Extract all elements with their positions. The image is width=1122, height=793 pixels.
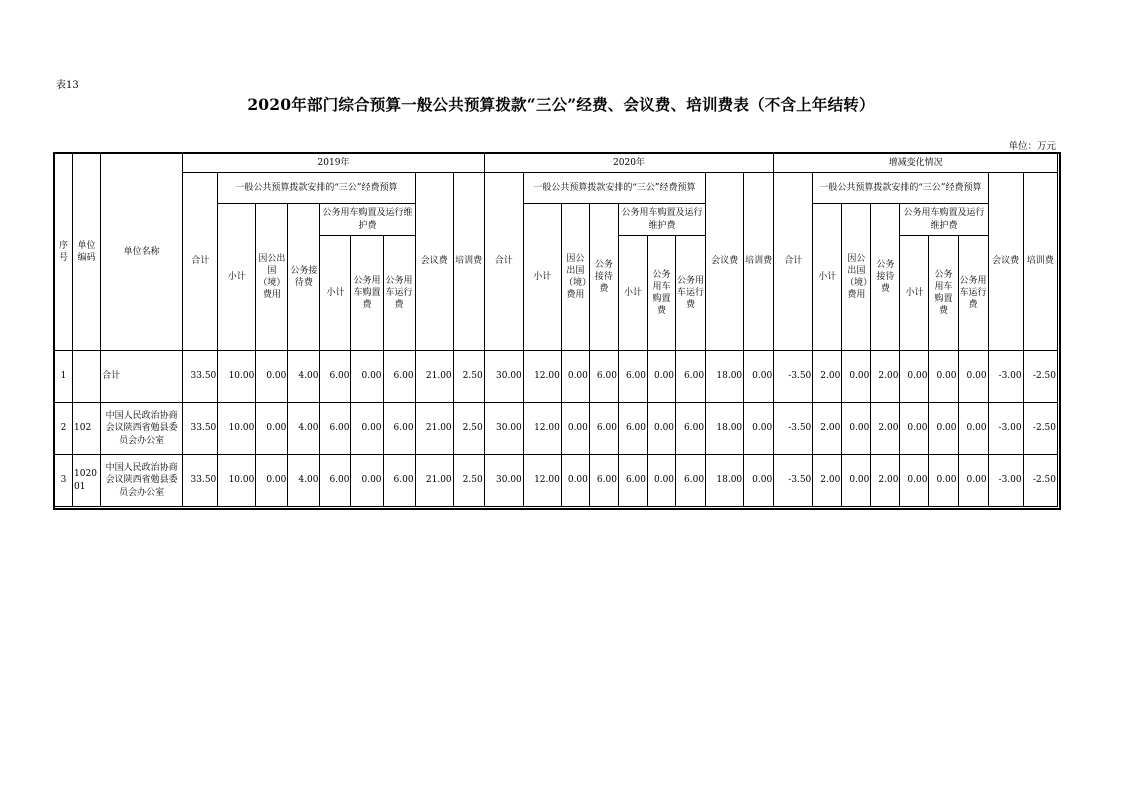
row-value: -3.00 [988,403,1023,455]
row-value: 2.00 [871,351,900,403]
row-value: 0.00 [744,403,774,455]
row-value: 0.00 [256,351,288,403]
row-value: -3.50 [774,455,813,507]
row-value: 0.00 [744,351,774,403]
header-car-purchase-change: 公务用车购置费 [929,236,958,351]
row-value: 21.00 [415,403,453,455]
header-meeting-2019: 会议费 [415,173,453,351]
header-reception-2019: 公务接待费 [288,204,320,351]
header-training-2020: 培训费 [744,173,774,351]
header-total-change: 合计 [774,173,813,351]
header-car-operation-2020: 公务用车运行费 [676,236,706,351]
row-value: -3.00 [988,351,1023,403]
row-value: 6.00 [676,351,706,403]
header-subtotal-change: 小计 [813,204,842,351]
header-training-change: 培训费 [1023,173,1057,351]
header-car-subtotal-2020: 小计 [618,236,647,351]
page-title: 2020年部门综合预算一般公共预算拨款“三公”经费、会议费、培训费表（不含上年结转） [247,95,875,114]
header-car-group-2020: 公务用车购置及运行维护费 [618,204,705,236]
row-value: 6.00 [589,351,618,403]
row-value: 12.00 [523,455,561,507]
row-unit-code: 102 [73,403,101,455]
header-training-2019: 培训费 [453,173,484,351]
row-value: 6.00 [676,403,706,455]
header-abroad-2020: 因公出国（境）费用 [561,204,589,351]
row-value: 6.00 [383,455,415,507]
header-meeting-2020: 会议费 [706,173,744,351]
table-row [55,403,1058,455]
row-value: 10.00 [218,351,256,403]
row-value: 33.50 [183,351,218,403]
row-value: -3.00 [988,455,1023,507]
row-unit-name: 中国人民政治协商会议陕西省勉县委员会办公室 [101,455,183,507]
row-value: 0.00 [351,351,383,403]
budget-table [54,153,1058,507]
header-car-operation-2019: 公务用车运行费 [383,236,415,351]
table-row [55,351,1058,403]
row-value: 0.00 [647,403,675,455]
header-change: 增减变化情况 [774,154,1058,173]
header-year-2020: 2020年 [484,154,774,173]
header-sangong-2019: 一般公共预算拨款安排的“三公”经费预算 [218,173,415,204]
row-value: 0.00 [958,455,988,507]
header-seq: 序号 [55,154,73,351]
row-value: 4.00 [288,351,320,403]
row-value: 2.00 [813,455,842,507]
header-sangong-2020: 一般公共预算拨款安排的“三公”经费预算 [523,173,705,204]
row-value: 0.00 [256,403,288,455]
header-car-group-change: 公务用车购置及运行维护费 [900,204,988,236]
row-value: 2.00 [813,403,842,455]
row-seq: 1 [55,351,73,403]
row-value: 6.00 [618,351,647,403]
row-value: 33.50 [183,403,218,455]
header-abroad-2019: 因公出国（境）费用 [256,204,288,351]
row-value: 0.00 [929,351,958,403]
row-value: -2.50 [1023,403,1057,455]
row-value: 0.00 [900,403,929,455]
header-car-purchase-2019: 公务用车购置费 [351,236,383,351]
row-value: 0.00 [647,351,675,403]
header-car-purchase-2020: 公务用车购置费 [647,236,675,351]
header-sangong-change: 一般公共预算拨款安排的“三公”经费预算 [813,173,988,204]
row-value: 2.00 [871,455,900,507]
row-value: 0.00 [900,455,929,507]
row-value: 6.00 [618,455,647,507]
row-value: -3.50 [774,351,813,403]
row-value: 2.50 [453,403,484,455]
header-reception-2020: 公务接待费 [589,204,618,351]
row-value: 33.50 [183,455,218,507]
row-value: 21.00 [415,455,453,507]
row-value: 0.00 [351,455,383,507]
row-value: 4.00 [288,455,320,507]
header-car-group-2019: 公务用车购置及运行维护费 [320,204,415,236]
header-car-operation-change: 公务用车运行费 [958,236,988,351]
header-unit-code: 单位编码 [73,154,101,351]
document-code: 表13 [56,80,79,91]
table-row [55,455,1058,507]
row-value: 0.00 [561,351,589,403]
row-value: 6.00 [589,403,618,455]
row-value: 12.00 [523,403,561,455]
row-value: 0.00 [900,351,929,403]
row-unit-code: 102001 [73,455,101,507]
row-value: -3.50 [774,403,813,455]
row-value: 0.00 [561,455,589,507]
row-value: 0.00 [842,403,871,455]
row-value: 0.00 [929,455,958,507]
row-value: -2.50 [1023,455,1057,507]
header-meeting-change: 会议费 [988,173,1023,351]
row-value: 0.00 [929,403,958,455]
row-value: 10.00 [218,403,256,455]
row-seq: 3 [55,455,73,507]
row-value: 12.00 [523,351,561,403]
row-value: 30.00 [484,455,523,507]
row-value: 18.00 [706,403,744,455]
row-value: 0.00 [647,455,675,507]
row-value: 2.00 [813,351,842,403]
header-reception-change: 公务接待费 [871,204,900,351]
row-value: 6.00 [676,455,706,507]
row-value: 2.50 [453,455,484,507]
table-body [55,351,1058,507]
row-value: 4.00 [288,403,320,455]
header-abroad-change: 因公出国（境）费用 [842,204,871,351]
row-unit-name: 合计 [101,351,183,403]
row-value: -2.50 [1023,351,1057,403]
row-value: 18.00 [706,351,744,403]
row-value: 21.00 [415,351,453,403]
row-value: 6.00 [383,351,415,403]
row-value: 30.00 [484,351,523,403]
row-value: 6.00 [618,403,647,455]
row-unit-name: 中国人民政治协商会议陕西省勉县委员会办公室 [101,403,183,455]
row-value: 2.50 [453,351,484,403]
header-total-2019: 合计 [183,173,218,351]
row-unit-code [73,351,101,403]
unit-note: 单位：万元 [1008,141,1056,152]
row-seq: 2 [55,403,73,455]
row-value: 2.00 [871,403,900,455]
header-year-2019: 2019年 [183,154,485,173]
header-car-subtotal-change: 小计 [900,236,929,351]
header-subtotal-2020: 小计 [523,204,561,351]
header-total-2020: 合计 [484,173,523,351]
row-value: 6.00 [383,403,415,455]
row-value: 18.00 [706,455,744,507]
row-value: 6.00 [320,455,351,507]
row-value: 0.00 [958,351,988,403]
header-subtotal-2019: 小计 [218,204,256,351]
row-value: 0.00 [256,455,288,507]
row-value: 0.00 [561,403,589,455]
row-value: 6.00 [320,403,351,455]
row-value: 30.00 [484,403,523,455]
row-value: 10.00 [218,455,256,507]
row-value: 0.00 [744,455,774,507]
header-car-subtotal-2019: 小计 [320,236,351,351]
row-value: 0.00 [842,455,871,507]
row-value: 0.00 [351,403,383,455]
header-unit-name: 单位名称 [101,154,183,351]
row-value: 6.00 [320,351,351,403]
row-value: 0.00 [842,351,871,403]
row-value: 0.00 [958,403,988,455]
row-value: 6.00 [589,455,618,507]
